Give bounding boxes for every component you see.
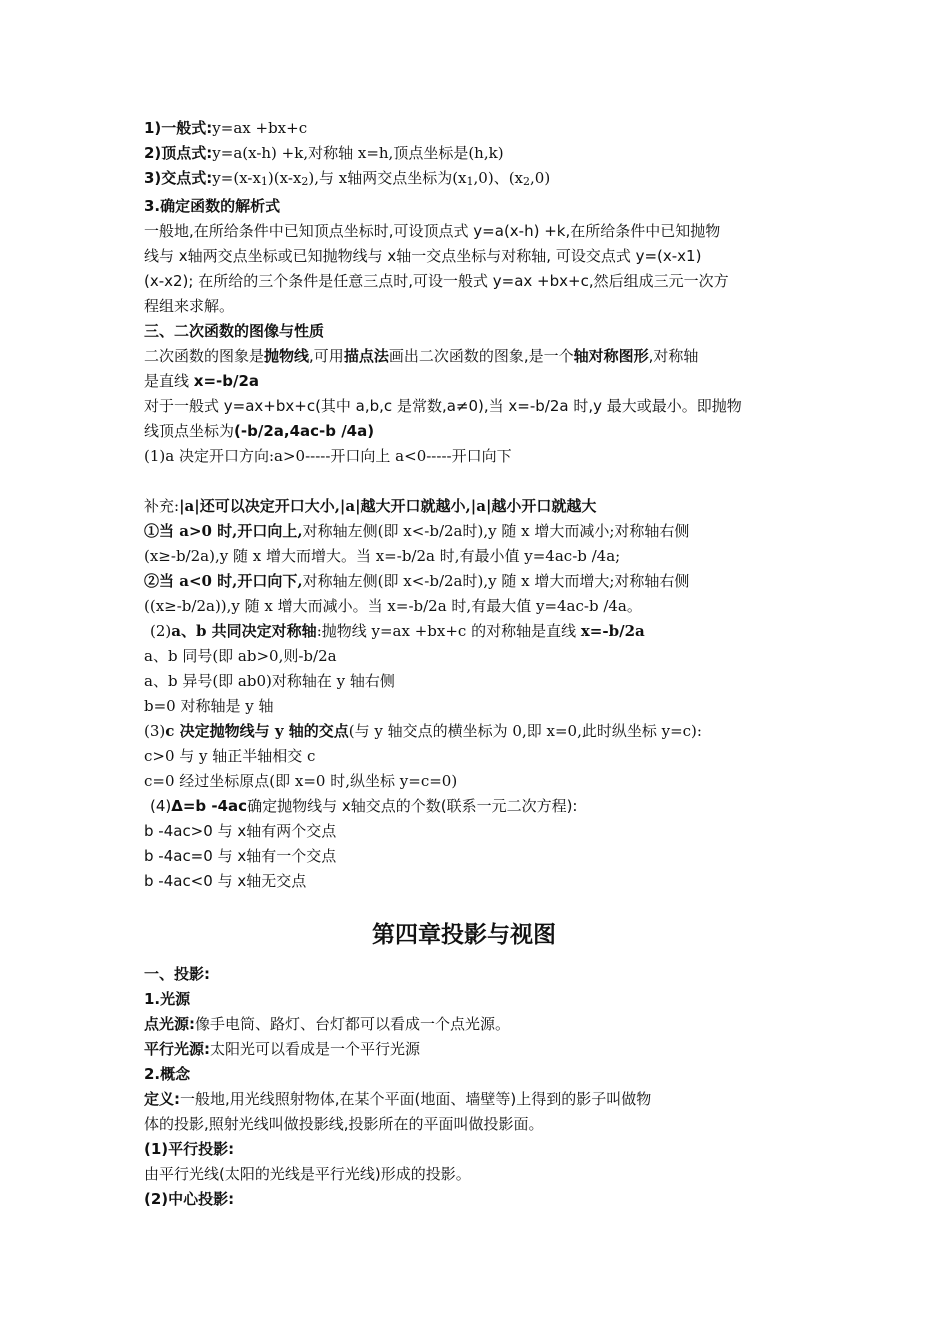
text-line: ((x≥-b/2a)),y 随 x 增大而减小。当 x=-b/2a 时,有最大值 y=4ac-b /4a。 xyxy=(144,597,642,615)
text-line: a、b 同号(即 ab>0,则-b/2a xyxy=(144,647,337,665)
document-page xyxy=(144,116,804,1212)
subscript: 1 xyxy=(466,175,474,188)
text-line xyxy=(144,719,804,744)
section-heading: 3.确定函数的解析式 xyxy=(144,197,281,215)
section-heading: 1.光源 xyxy=(144,990,191,1008)
formula xyxy=(212,169,550,187)
section-heading: (2)中心投影: xyxy=(144,1190,235,1208)
bold-term: 抛物线 xyxy=(264,347,310,365)
text: (2) xyxy=(150,622,172,640)
text-line: 对于一般式 y=ax+bx+c(其中 a,b,c 是常数,a≠0),当 x=-b/2a 时,y 最大或最小。即抛物 xyxy=(144,397,742,415)
bold-term: ②当 a<0 时,开口向下, xyxy=(144,572,303,590)
formula-part: ),与 x轴两交点坐标为(x xyxy=(308,169,467,187)
formula-part: ,0) xyxy=(530,169,551,187)
text: ,可用 xyxy=(309,347,344,365)
text-line xyxy=(144,1037,804,1062)
text-line: 体的投影,照射光线叫做投影线,投影所在的平面叫做投影面。 xyxy=(144,1115,544,1133)
text: 像手电筒、路灯、台灯都可以看成一个点光源。 xyxy=(195,1015,511,1033)
text-line xyxy=(144,1012,804,1037)
formula: y=a(x-h) +k,对称轴 x=h,顶点坐标是(h,k) xyxy=(212,144,504,162)
formula-part: y=(x-x xyxy=(212,169,261,187)
text-line: (x≥-b/2a),y 随 x 增大而增大。当 x=-b/2a 时,有最小值 y=4ac-b /4a; xyxy=(144,547,621,565)
bold-term: Δ=b -4ac xyxy=(171,797,248,815)
text-line xyxy=(144,569,804,594)
formula-part: ,0)、(x xyxy=(473,169,524,187)
text: 是直线 xyxy=(144,372,194,390)
text: (4) xyxy=(150,797,172,815)
bold-term: 轴对称图形 xyxy=(573,347,649,365)
chapter-title: 第四章投影与视图 xyxy=(372,922,556,948)
section-heading: 一、投影: xyxy=(144,965,210,983)
text: 二次函数的图象是 xyxy=(144,347,265,365)
bold-term: 描点法 xyxy=(343,347,389,365)
text-line xyxy=(144,369,804,394)
bold-term: ①当 a>0 时,开口向上, xyxy=(144,522,303,540)
formula: y=ax +bx+c xyxy=(212,119,308,137)
section-heading: 三、二次函数的图像与性质 xyxy=(144,322,325,340)
text-line: (x-x2); 在所给的三个条件是任意三点时,可设一般式 y=ax +bx+c,然后组成三元一次方 xyxy=(144,272,729,290)
bold-term: c 决定抛物线与 y 轴的交点 xyxy=(165,722,349,740)
text-line xyxy=(144,494,804,519)
bold-term: 点光源: xyxy=(144,1015,195,1033)
text-line: b -4ac=0 与 x轴有一个交点 xyxy=(144,847,337,865)
text-line xyxy=(144,794,804,819)
text-line: c>0 与 y 轴正半轴相交 c xyxy=(144,747,316,765)
text: 确定抛物线与 x轴交点的个数(联系一元二次方程): xyxy=(247,797,578,815)
text: 补充: xyxy=(144,497,180,515)
text-line: c=0 经过坐标原点(即 x=0 时,纵坐标 y=c=0) xyxy=(144,772,458,790)
text-line: 由平行光线(太阳的光线是平行光线)形成的投影。 xyxy=(144,1165,471,1183)
label-general-form: 1)一般式: xyxy=(144,119,213,137)
text-line: b=0 对称轴是 y 轴 xyxy=(144,697,274,715)
text: 对称轴左侧(即 x<-b/2a时),y 随 x 增大而增大;对称轴右侧 xyxy=(302,572,690,590)
text-line xyxy=(144,116,804,141)
text-line: b -4ac<0 与 x轴无交点 xyxy=(144,872,307,890)
text-line: a、b 异号(即 ab0)对称轴在 y 轴右侧 xyxy=(144,672,395,690)
label-intercept-form: 3)交点式: xyxy=(144,169,213,187)
label-vertex-form: 2)顶点式: xyxy=(144,144,213,162)
subscript: 2 xyxy=(301,175,309,188)
text-line xyxy=(144,141,804,166)
text-line xyxy=(144,619,804,644)
bold-term: x=-b/2a xyxy=(193,372,260,390)
text: ,对称轴 xyxy=(648,347,699,365)
bold-term: 定义: xyxy=(144,1090,180,1108)
subscript: 2 xyxy=(523,175,531,188)
text: (3) xyxy=(144,722,166,740)
text: 对称轴左侧(即 x<-b/2a时),y 随 x 增大而减小;对称轴右侧 xyxy=(302,522,690,540)
text-line xyxy=(144,519,804,544)
text-line: (1)a 决定开口方向:a>0-----开口向上 a<0-----开口向下 xyxy=(144,447,512,465)
formula-part: )(x-x xyxy=(267,169,302,187)
text-line xyxy=(144,1087,804,1112)
text-line xyxy=(144,166,804,194)
text: (与 y 轴交点的横坐标为 0,即 x=0,此时纵坐标 y=c): xyxy=(348,722,702,740)
subscript: 1 xyxy=(260,175,268,188)
text-line: b -4ac>0 与 x轴有两个交点 xyxy=(144,822,337,840)
text-line xyxy=(144,344,804,369)
bold-term: x=-b/2a xyxy=(580,622,645,640)
section-heading: (1)平行投影: xyxy=(144,1140,235,1158)
text: 线顶点坐标为 xyxy=(144,422,235,440)
text: :抛物线 y=ax +bx+c 的对称轴是直线 xyxy=(316,622,581,640)
section-heading: 2.概念 xyxy=(144,1065,191,1083)
text: 太阳光可以看成是一个平行光源 xyxy=(210,1040,421,1058)
text-line: 程组来求解。 xyxy=(144,297,235,315)
bold-term: 平行光源: xyxy=(144,1040,210,1058)
text-line: 线与 x轴两交点坐标或已知抛物线与 x轴一交点坐标与对称轴, 可设交点式 y=(x-x1) xyxy=(144,247,702,265)
bold-term: (-b/2a,4ac-b /4a) xyxy=(234,422,375,440)
spacer xyxy=(144,469,804,494)
text-line xyxy=(144,419,804,444)
text: 画出二次函数的图象,是一个 xyxy=(388,347,574,365)
bold-term: a、b 共同决定对称轴 xyxy=(171,622,317,640)
bold-term: |a|还可以决定开口大小,|a|越大开口就越小,|a|越小开口就越大 xyxy=(179,497,597,515)
text: 一般地,用光线照射物体,在某个平面(地面、墙壁等)上得到的影子叫做物 xyxy=(180,1090,652,1108)
text-line: 一般地,在所给条件中已知顶点坐标时,可设顶点式 y=a(x-h) +k,在所给条件中已知抛物 xyxy=(144,222,721,240)
